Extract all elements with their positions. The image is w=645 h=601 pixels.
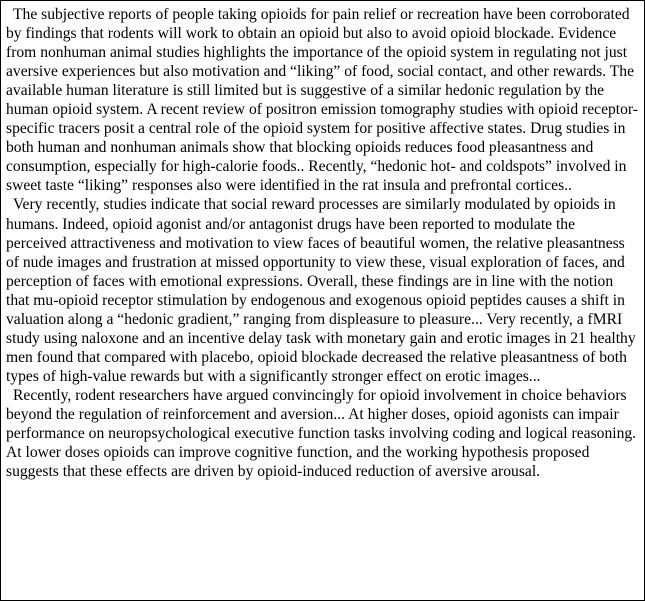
paragraph-1: The subjective reports of people taking opioids for pain relief or recreation have been corroborated by findings that rodents will work to obtain an opioid but also to avoid opioid blockade. Evidence from nonhuman animal studies highlights the importance of the opioid system in regulating not just aversive experiences but also motivation and “liking” of food, social contact, and other rewards. The available human literature is still limited but is suggestive of a similar hedonic regulation by the human opioid system. A recent review of positron emission tomography studies with opioid receptor-specific tracers posit a central role of the opioid system for positive affective states. Drug studies in both human and nonhuman animals show that blocking opioids reduces food pleasantness and consumption, especially for high-calorie foods.. Recently, “hedonic hot- and coldspots” involved in sweet taste “liking” responses also were identified in the rat insula and prefrontal cortices.. [6, 6, 638, 195]
paragraph-2: Very recently, studies indicate that social reward processes are similarly modulated by opioids in humans. Indeed, opioid agonist and/or antagonist drugs have been reported to modulate the perceived attractiveness and motivation to view faces of beautiful women, the relative pleasantness of nude images and frustration at missed opportunity to view these, visual exploration of faces, and perception of faces with emotional expressions. Overall, these findings are in line with the notion that mu-opioid receptor stimulation by endogenous and exogenous opioid peptides causes a shift in valuation along a “hedonic gradient,” ranging from displeasure to pleasure... Very recently, a fMRI study using naloxone and an incentive delay task with monetary gain and erotic images in 21 healthy men found that compared with placebo, opioid blockade decreased the relative pleasantness of both types of high-value rewards but with a significantly stronger effect on erotic images... [6, 196, 636, 385]
paragraph-3: Recently, rodent researchers have argued convincingly for opioid involvement in choice behaviors beyond the regulation of reinforcement and aversion... At higher doses, opioid agonists can impair performance on neuropsychological executive function tasks involving coding and logical reasoning. At lower doses opioids can improve cognitive function, and the working hypothesis proposed suggests that these effects are driven by opioid-induced reduction of aversive arousal. [6, 386, 637, 481]
